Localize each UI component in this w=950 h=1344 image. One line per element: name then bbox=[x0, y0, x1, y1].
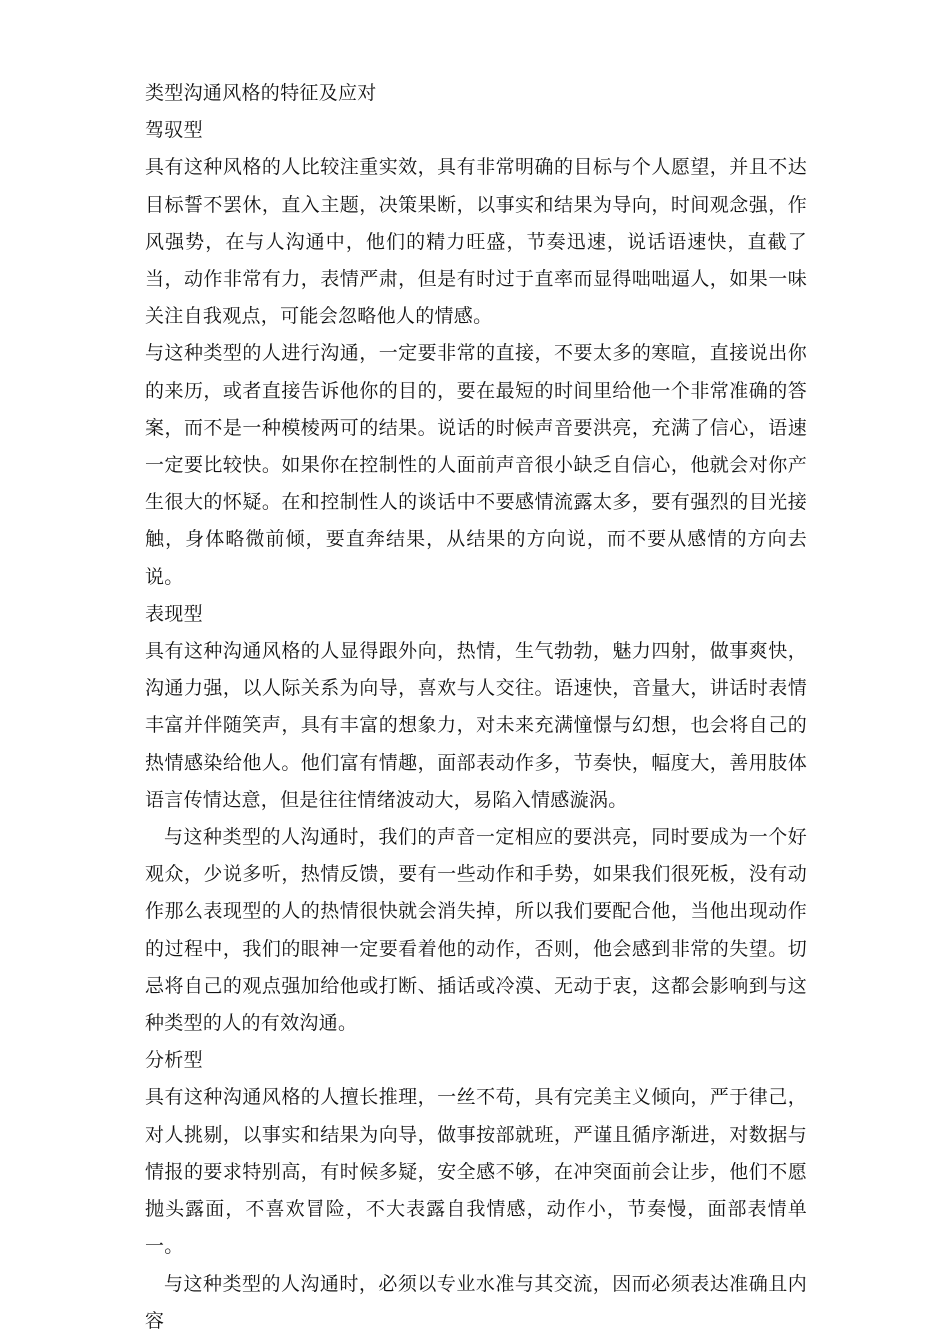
section-heading-analytical: 分析型 bbox=[145, 1049, 203, 1072]
paragraph-driver-approach: 与这种类型的人进行沟通，一定要非常的直接，不要太多的寒暄，直接说出你的来历，或者直接告诉他你的目的，要在最短的时间里给他一个非常准确的答案，而不是一种模棱两可的结果。说话的时候声音要洪亮，充满了信心，语速一定要比较快。如果你在控制性的人面前声音很小缺乏自信心，他就会对你产生很大的怀疑。在和控制性人的谈话中不要感情流露太多，要有强烈的目光接触，身体略微前倾，要直奔结果，从结果的方向说，而不要从感情的方向去说。 bbox=[145, 342, 807, 588]
paragraph-expressive-approach: 与这种类型的人沟通时，我们的声音一定相应的要洪亮，同时要成为一个好观众，少说多听，热情反馈，要有一些动作和手势，如果我们很死板，没有动作那么表现型的人的热情很快就会消失掉，所以我们要配合他，当他出现动作的过程中，我们的眼神一定要看着他的动作，否则，他会感到非常的失望。切忌将自己的观点强加给他或打断、插话或冷漠、无动于衷，这都会影响到与这种类型的人的有效沟通。 bbox=[145, 826, 807, 1035]
paragraph-analytical-traits: 具有这种沟通风格的人擅长推理，一丝不苟，具有完美主义倾向，严于律己，对人挑剔，以事实和结果为向导，做事按部就班，严谨且循序渐进，对数据与情报的要求特别高，有时候多疑，安全感不够，在冲突面前会让步，他们不愿抛头露面，不喜欢冒险，不大表露自我情感，动作小，节奏慢，面部表情单一。 bbox=[145, 1086, 807, 1258]
section-heading-expressive: 表现型 bbox=[145, 602, 203, 625]
document-page bbox=[145, 75, 807, 1340]
section-heading-driver: 驾驭型 bbox=[145, 119, 203, 142]
document-title: 类型沟通风格的特征及应对 bbox=[145, 82, 377, 104]
paragraph-driver-traits: 具有这种风格的人比较注重实效，具有非常明确的目标与个人愿望，并且不达目标誓不罢休，直入主题，决策果断，以事实和结果为导向，时间观念强，作风强势，在与人沟通中，他们的精力旺盛，节奏迅速，说话语速快，直截了当，动作非常有力，表情严肃，但是有时过于直率而显得咄咄逼人，如果一味关注自我观点，可能会忽略他人的情感。 bbox=[145, 156, 807, 328]
paragraph-expressive-traits: 具有这种沟通风格的人显得跟外向，热情，生气勃勃，魅力四射，做事爽快，沟通力强，以人际关系为向导，喜欢与人交往。语速快，音量大，讲话时表情丰富并伴随笑声，具有丰富的想象力，对未来充满憧憬与幻想，也会将自己的热情感染给他人。他们富有情趣，面部表动作多，节奏快，幅度大，善用肢体语言传情达意，但是往往情绪波动大，易陷入情感漩涡。 bbox=[145, 640, 807, 811]
paragraph-analytical-approach: 与这种类型的人沟通时，必须以专业水准与其交流，因而必须表达准确且内容 bbox=[145, 1272, 807, 1332]
